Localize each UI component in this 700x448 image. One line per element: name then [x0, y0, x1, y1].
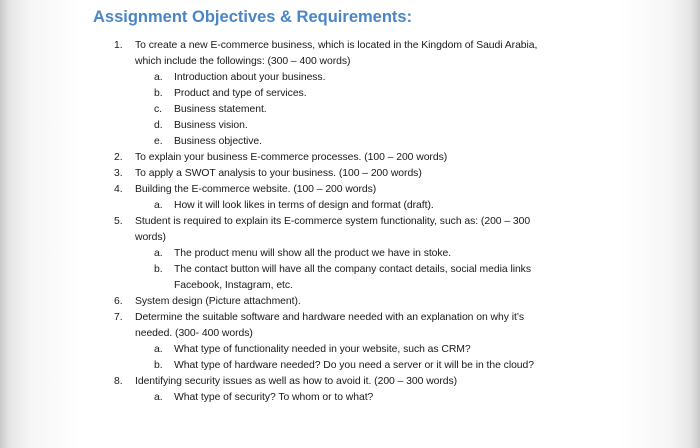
sub-item-text: What type of security? To whom or to what? [174, 392, 374, 403]
sub-item-letter: b. [154, 88, 163, 99]
page-title: Assignment Objectives & Requirements: [93, 8, 413, 26]
sub-item-letter: a. [154, 248, 163, 259]
sub-item-text: The contact button will have all the company contact details, social media links [174, 264, 531, 275]
sub-item-letter: e. [154, 136, 163, 147]
item-text: Building the E-commerce website. (100 – 200 words) [135, 184, 377, 195]
item-text: words) [135, 232, 166, 243]
sub-item-text: Business vision. [174, 120, 248, 131]
item-number: 3. [114, 168, 123, 179]
sub-item-text: Product and type of services. [174, 88, 307, 99]
item-text: To apply a SWOT analysis to your business. (100 – 200 words) [135, 168, 422, 179]
item-text: Identifying security issues as well as how to avoid it. (200 – 300 words) [135, 376, 458, 387]
sub-item-letter: d. [154, 120, 163, 131]
sub-item-text: How it will look likes in terms of design and format (draft). [174, 200, 434, 211]
item-number: 7. [114, 312, 123, 323]
page-edge-shadow-right [620, 0, 700, 448]
item-text: System design (Picture attachment). [135, 296, 301, 307]
page-edge-shadow-left [0, 0, 80, 448]
item-text: Student is required to explain its E-commerce system functionality, such as: (200 – 300 [135, 216, 531, 227]
item-text: To explain your business E-commerce processes. (100 – 200 words) [135, 152, 448, 163]
item-number: 2. [114, 152, 123, 163]
item-text: which include the followings: (300 – 400 words) [135, 56, 351, 67]
sub-item-text: What type of hardware needed? Do you need a server or it will be in the cloud? [174, 360, 534, 371]
sub-item-letter: a. [154, 72, 163, 83]
item-number: 4. [114, 184, 123, 195]
sub-item-text: Facebook, Instagram, etc. [174, 280, 293, 291]
sub-item-text: The product menu will show all the product we have in stoke. [174, 248, 452, 259]
sub-item-text: Introduction about your business. [174, 72, 326, 83]
sub-item-letter: a. [154, 200, 163, 211]
item-number: 8. [114, 376, 123, 387]
item-text: needed. (300- 400 words) [135, 328, 253, 339]
item-number: 6. [114, 296, 123, 307]
sub-item-letter: a. [154, 344, 163, 355]
item-number: 5. [114, 216, 123, 227]
sub-item-letter: b. [154, 264, 163, 275]
sub-item-text: What type of functionality needed in your website, such as CRM? [174, 344, 471, 355]
item-text: To create a new E-commerce business, which is located in the Kingdom of Saudi Arabia, [135, 40, 538, 51]
item-text: Determine the suitable software and hardware needed with an explanation on why it’s [135, 312, 525, 323]
sub-item-letter: b. [154, 360, 163, 371]
sub-item-text: Business objective. [174, 136, 262, 147]
item-number: 1. [114, 40, 123, 51]
sub-item-letter: c. [154, 104, 162, 115]
sub-item-text: Business statement. [174, 104, 267, 115]
sub-item-letter: a. [154, 392, 163, 403]
